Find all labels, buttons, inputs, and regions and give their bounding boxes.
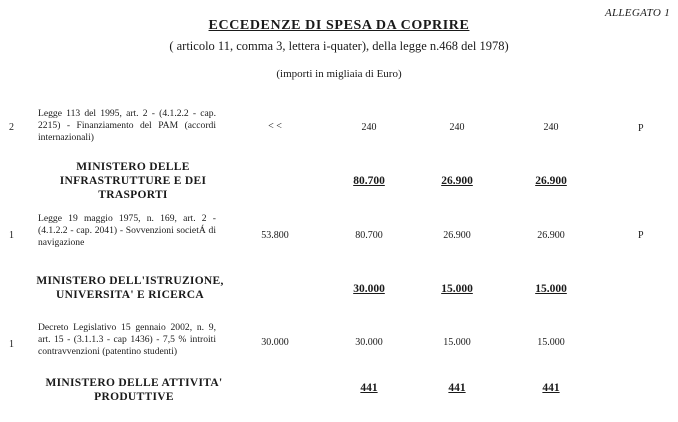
total-col2: 80.700: [353, 175, 385, 187]
total-col4: 441: [542, 382, 560, 394]
row-description: Legge 19 maggio 1975, n. 169, art. 2 - (4.1.2.2 - cap. 2041) - Sovvenzioni societÁ di navigazione: [38, 213, 216, 248]
value-col1: 53.800: [261, 230, 289, 241]
value-col1: 30.000: [261, 337, 289, 348]
value-col4: 240: [543, 122, 559, 133]
value-col2: 80.700: [355, 230, 383, 241]
row-flag: P: [638, 123, 644, 134]
value-col2: 240: [361, 122, 377, 133]
total-col3: 441: [448, 382, 466, 394]
total-col3: 15.000: [441, 283, 473, 295]
value-col3: 26.900: [443, 230, 471, 241]
row-number: 1: [9, 339, 14, 350]
total-col3: 26.900: [441, 175, 473, 187]
total-col2: 441: [360, 382, 378, 394]
row-description: Decreto Legislativo 15 gennaio 2002, n. 9, art. 15 - (3.1.1.3 - cap 1436) - 7,5 % introiti contravvenzioni (patentino studenti): [38, 322, 216, 357]
document-subtitle: ( articolo 11, comma 3, lettera i-quater), della legge n.468 del 1978): [169, 39, 509, 53]
row-description: Legge 113 del 1995, art. 2 - (4.1.2.2 - cap. 2215) - Finanziamento del PAM (accordi internazionali): [38, 108, 216, 143]
ministry-name: MINISTERO DELL'ISTRUZIONE, UNIVERSITA' E RICERCA: [36, 275, 224, 301]
row-flag: P: [638, 230, 644, 241]
total-col4: 15.000: [535, 283, 567, 295]
ministry-name: MINISTERO DELLE INFRASTRUTTURE E DEI TRASPORTI: [59, 161, 207, 201]
units-note: (importi in migliaia di Euro): [276, 68, 402, 80]
document-title: ECCEDENZE DI SPESA DA COPRIRE: [208, 18, 470, 33]
value-col3: 15.000: [443, 337, 471, 348]
value-col1: < <: [268, 121, 282, 132]
row-number: 1: [9, 230, 14, 241]
row-number: 2: [9, 122, 14, 133]
value-col4: 26.900: [537, 230, 565, 241]
value-col3: 240: [449, 122, 465, 133]
value-col4: 15.000: [537, 337, 565, 348]
total-col2: 30.000: [353, 283, 385, 295]
total-col4: 26.900: [535, 175, 567, 187]
ministry-name: MINISTERO DELLE ATTIVITA' PRODUTTIVE: [45, 377, 223, 403]
allegato-label: ALLEGATO 1: [604, 7, 670, 19]
value-col2: 30.000: [355, 337, 383, 348]
